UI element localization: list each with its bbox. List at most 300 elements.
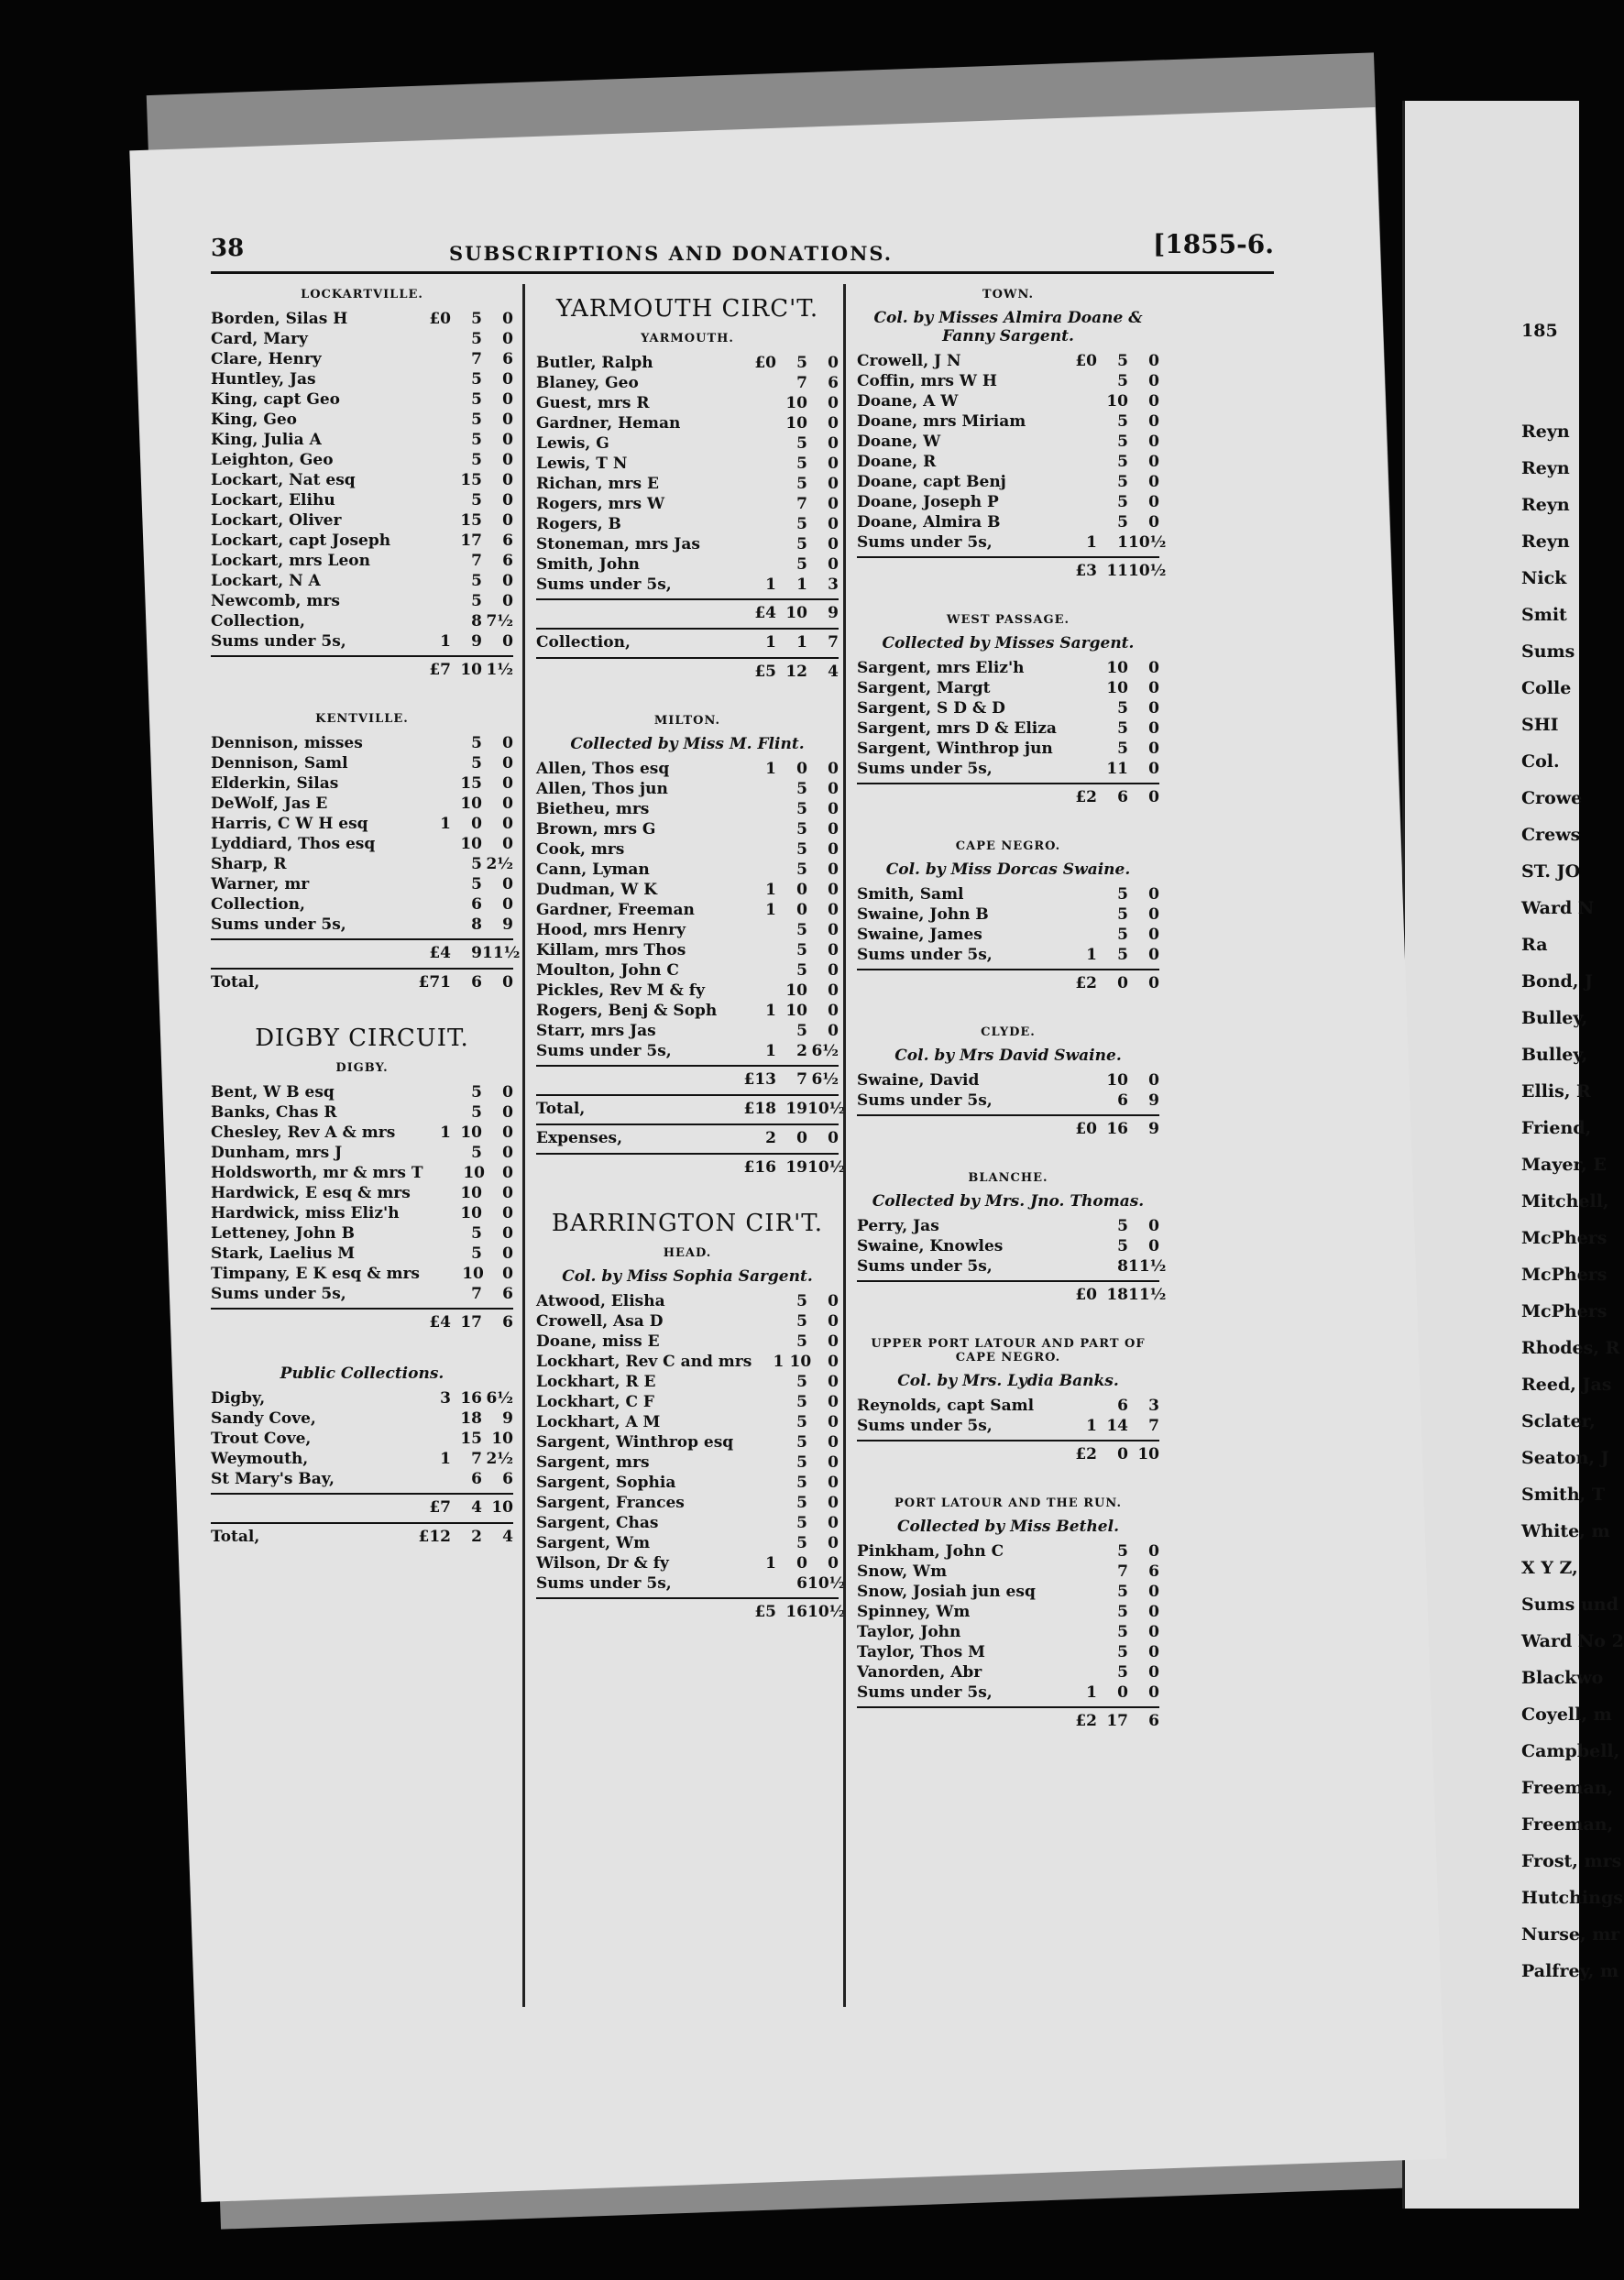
donation-row: [211, 1244, 513, 1264]
facing-page-line: Ellis, R: [1521, 1081, 1591, 1102]
amount-pence: 0: [502, 754, 513, 773]
amount-pence: 0: [502, 1224, 513, 1243]
amount-pounds: [414, 1409, 451, 1429]
donation-row: [211, 349, 513, 369]
amount-shillings: 5: [471, 592, 482, 610]
donation-row: [857, 904, 1159, 925]
amount-shillings: 9: [471, 632, 482, 651]
amount-pounds: [740, 373, 776, 393]
donor-name: Holdsworth, mr & mrs T: [211, 1164, 423, 1182]
amount-shillings: 5: [796, 1332, 807, 1351]
amount-shillings: 5: [796, 1474, 807, 1492]
facing-page-line: Campbell,: [1521, 1741, 1620, 1761]
donation-row: [211, 551, 513, 571]
donation-row: [536, 1021, 839, 1041]
donor-name: Cann, Lyman: [536, 860, 650, 879]
facing-page-line: SHI: [1521, 715, 1559, 735]
donor-name: Sandy Cove,: [211, 1409, 316, 1428]
amount-pounds: [1060, 1541, 1097, 1562]
amount-shillings: 7: [796, 1070, 807, 1089]
amount-shillings: 5: [471, 875, 482, 893]
subtotal-label: Total,: [211, 973, 260, 992]
amount-pounds: [1060, 904, 1097, 925]
section: [536, 1210, 846, 1623]
facing-page-line: Rhodes, R: [1521, 1338, 1620, 1358]
donor-name: Lewis, G: [536, 434, 609, 453]
donor-name: Doane, A W: [857, 392, 959, 411]
amount-pence: 0: [828, 475, 839, 493]
amount-pounds: [1060, 1070, 1097, 1091]
amount-pence: 0: [502, 310, 513, 328]
amount-shillings: 0: [796, 760, 807, 778]
amount-pounds: [740, 1332, 776, 1352]
donation-row: [211, 1223, 513, 1244]
donation-row: [211, 591, 513, 611]
amount-shillings: 5: [1117, 453, 1128, 471]
donor-name: Warner, mr: [211, 875, 310, 893]
amount-shillings: 5: [471, 310, 482, 328]
facing-page-line: McPhers: [1521, 1301, 1608, 1321]
donation-row: [211, 1429, 513, 1449]
amount-pounds: 1: [765, 1554, 776, 1573]
section-heading: MILTON.: [653, 714, 721, 728]
amount-pounds: [740, 1493, 776, 1513]
donation-row: [211, 1123, 513, 1143]
donor-name: Lyddiard, Thos esq: [211, 835, 376, 853]
amount-pence: 9: [828, 604, 839, 622]
donation-row: [857, 1683, 1159, 1703]
amount-shillings: 15: [460, 1430, 482, 1448]
donation-row: [211, 470, 513, 490]
donor-name: Hardwick, E esq & mrs: [211, 1184, 411, 1202]
donor-name: Card, Mary: [211, 330, 308, 348]
amount-shillings: 5: [796, 1413, 807, 1431]
amount-shillings: 10: [1106, 392, 1128, 411]
column-3: [843, 284, 1167, 2007]
donor-name: Cook, mrs: [536, 840, 625, 859]
donor-name: Swaine, John B: [857, 905, 989, 924]
amount-shillings: 0: [1117, 1445, 1128, 1463]
donation-row: [211, 1163, 513, 1183]
section-heading: DIGBY.: [335, 1061, 389, 1075]
amount-pounds: £71: [418, 973, 451, 992]
facing-page-line: Bulley,: [1521, 1045, 1588, 1065]
donor-name: Sums under 5s,: [211, 915, 346, 934]
donor-name: Doane, capt Benj: [857, 473, 1006, 491]
donation-row: [211, 1143, 513, 1163]
amount-pence: 11½: [482, 944, 521, 962]
donor-name: Sums under 5s,: [536, 1574, 672, 1593]
donation-row: [211, 1388, 513, 1409]
amount-pence: 0: [1148, 1217, 1159, 1235]
amount-pence: 7½: [486, 612, 513, 630]
amount-pounds: [1060, 1396, 1097, 1416]
subtotal-label: [536, 661, 740, 683]
donation-row: [211, 571, 513, 591]
subtotal-label: [857, 1710, 1060, 1732]
facing-page-line: Sums: [1521, 641, 1575, 662]
donation-row: [536, 1041, 839, 1061]
amount-pounds: 1: [765, 760, 776, 778]
amount-pounds: £0: [754, 354, 776, 372]
donation-row: [211, 1449, 513, 1469]
donation-row: [857, 492, 1159, 512]
amount-pounds: £5: [754, 663, 776, 681]
amount-pounds: [740, 920, 776, 940]
amount-shillings: 15: [460, 511, 482, 530]
section-heading: PORT LATOUR AND THE RUN.: [894, 1496, 1122, 1510]
amount-pounds: [414, 1183, 451, 1203]
amount-pounds: [740, 1452, 776, 1473]
donor-name: Pinkham, John C: [857, 1542, 1004, 1561]
amount-shillings: 0: [796, 901, 807, 919]
donor-name: Digby,: [211, 1389, 266, 1408]
amount-pounds: [740, 393, 776, 413]
facing-page-line: Reyn: [1521, 458, 1570, 478]
subtotal-label: [857, 1284, 1060, 1306]
amount-shillings: 10: [1106, 1071, 1128, 1090]
donor-name: Spinney, Wm: [857, 1603, 971, 1621]
amount-pounds: 1: [1086, 946, 1097, 964]
facing-page-line: Reed, Jas: [1521, 1375, 1612, 1395]
amount-pence: 0: [1148, 412, 1159, 431]
subtotal-row: [857, 1706, 1159, 1732]
amount-pence: 0: [502, 431, 513, 449]
collector-line: Collected by Miss Bethel.: [896, 1518, 1120, 1536]
section-heading: HEAD.: [663, 1246, 712, 1260]
donation-row: [536, 1573, 846, 1594]
amount-shillings: 5: [1117, 926, 1128, 944]
donation-row: [536, 900, 839, 920]
facing-page-line: Crowe: [1521, 788, 1583, 808]
amount-pounds: [740, 819, 776, 839]
donation-row: [536, 433, 839, 454]
amount-pence: 0: [502, 1164, 513, 1182]
amount-pence: 0: [828, 1332, 839, 1351]
donor-name: Doane, W: [857, 433, 941, 451]
amount-pence: 0: [1148, 946, 1159, 964]
amount-pence: 0: [828, 1474, 839, 1492]
subtotal-label: [211, 1311, 414, 1333]
facing-page-line: Reyn: [1521, 495, 1570, 515]
donation-row: [211, 1264, 513, 1284]
amount-pence: 0: [1148, 760, 1159, 778]
amount-pounds: 1: [773, 1353, 785, 1371]
amount-pounds: [740, 1021, 776, 1041]
amount-pounds: [1060, 658, 1097, 678]
amount-pounds: [740, 433, 776, 454]
donation-row: [211, 733, 513, 753]
amount-pence: 3: [1148, 1397, 1159, 1415]
donor-name: Perry, Jas: [857, 1217, 939, 1235]
donor-name: Moulton, John C: [536, 961, 679, 980]
subtotal-row: [857, 1114, 1159, 1140]
amount-pounds: £2: [1075, 1445, 1097, 1463]
amount-pence: 0: [502, 875, 513, 893]
facing-page-line: Coyell, m: [1521, 1705, 1612, 1725]
donation-row: [211, 814, 513, 834]
amount-pounds: [740, 1412, 776, 1432]
amount-pounds: [1060, 925, 1097, 945]
donation-row: [857, 1070, 1159, 1091]
amount-shillings: 5: [471, 1083, 482, 1102]
donor-name: Brown, mrs G: [536, 820, 656, 839]
donation-row: [857, 1642, 1159, 1662]
amount-shillings: 7: [471, 552, 482, 570]
donation-row: [211, 329, 513, 349]
amount-pounds: £0: [1075, 352, 1097, 370]
amount-pence: 0: [828, 800, 839, 818]
amount-shillings: 6: [471, 1470, 482, 1488]
amount-pence: 6: [502, 350, 513, 368]
amount-shillings: 7: [471, 350, 482, 368]
amount-pounds: [1060, 1582, 1097, 1602]
donation-row: [211, 1082, 513, 1102]
donor-name: St Mary's Bay,: [211, 1470, 335, 1488]
amount-shillings: 17: [460, 532, 482, 550]
donation-row: [857, 512, 1159, 532]
amount-pence: 7: [1148, 1417, 1159, 1435]
amount-pence: 10½: [807, 1100, 846, 1118]
amount-shillings: 10: [789, 1353, 812, 1371]
amount-pounds: [740, 779, 776, 799]
amount-shillings: 5: [796, 780, 807, 798]
amount-shillings: 5: [1117, 1583, 1128, 1601]
donation-row: [536, 353, 839, 373]
donor-name: Borden, Silas H: [211, 310, 348, 328]
donor-name: Dunham, mrs J: [211, 1144, 343, 1162]
donation-row: [536, 981, 839, 1001]
amount-pounds: £4: [754, 604, 776, 622]
donor-name: Gardner, Heman: [536, 414, 681, 433]
amount-shillings: 10: [1106, 659, 1128, 677]
facing-page-line: Mitchell,: [1521, 1191, 1609, 1211]
amount-pence: 10: [1137, 1445, 1159, 1463]
amount-shillings: 5: [1117, 1217, 1128, 1235]
amount-pounds: [1060, 678, 1097, 698]
donation-row: [536, 920, 839, 940]
amount-pence: 0: [502, 1103, 513, 1122]
donor-name: Lockhart, A M: [536, 1413, 661, 1431]
donation-row: [536, 413, 839, 433]
section-heading: CLYDE.: [981, 1025, 1036, 1039]
facing-page-line: Sums und: [1521, 1595, 1619, 1615]
amount-pounds: £12: [418, 1528, 451, 1546]
amount-shillings: 6: [1117, 1091, 1128, 1110]
donor-name: Coffin, mrs W H: [857, 372, 997, 390]
amount-pence: 0: [828, 495, 839, 513]
section-heading: TOWN.: [982, 288, 1035, 301]
donation-row: [536, 454, 839, 474]
amount-pounds: 1: [765, 575, 776, 594]
facing-page-line: Hutchings: [1521, 1888, 1623, 1908]
amount-shillings: 0: [1117, 1683, 1128, 1702]
amount-pence: 0: [1148, 433, 1159, 451]
amount-pounds: [1060, 452, 1097, 472]
amount-pounds: [414, 510, 451, 531]
amount-pounds: [414, 794, 451, 814]
donor-name: Sums under 5s,: [536, 1042, 672, 1060]
donor-name: Sums under 5s,: [857, 1683, 993, 1702]
amount-shillings: 15: [460, 471, 482, 489]
amount-shillings: 11: [1106, 760, 1128, 778]
amount-shillings: 10: [460, 1184, 482, 1202]
donation-row: [211, 874, 513, 894]
amount-pounds: 1: [440, 815, 451, 833]
amount-pence: 0: [1148, 513, 1159, 532]
donor-name: Sargent, mrs: [536, 1453, 650, 1472]
amount-shillings: 5: [471, 855, 482, 873]
amount-pence: 0: [828, 780, 839, 798]
amount-pounds: [740, 839, 776, 860]
subtotal-label: [857, 786, 1060, 808]
donation-row: [211, 389, 513, 410]
donor-name: Sargent, Frances: [536, 1494, 685, 1512]
amount-pence: 0: [1148, 372, 1159, 390]
donor-name: Blaney, Geo: [536, 374, 639, 392]
amount-pounds: [414, 430, 451, 450]
donor-name: Lockart, N A: [211, 572, 321, 590]
column-2: [522, 284, 846, 2007]
amount-pounds: £2: [1075, 1712, 1097, 1730]
amount-pounds: [1060, 512, 1097, 532]
donation-row: [536, 1001, 839, 1021]
collector-line: Col. by Miss Dorcas Swaine.: [885, 860, 1131, 879]
subtotal-row: [211, 1493, 513, 1518]
amount-pounds: [740, 1473, 776, 1493]
amount-shillings: 5: [1117, 513, 1128, 532]
donor-name: Vanorden, Abr: [857, 1663, 982, 1682]
amount-shillings: 5: [796, 800, 807, 818]
donor-name: Sums under 5s,: [857, 533, 993, 552]
amount-pounds: [414, 349, 451, 369]
donor-name: Doane, miss E: [536, 1332, 660, 1351]
amount-pence: 10½: [807, 1603, 846, 1621]
donor-name: Atwood, Elisha: [536, 1292, 665, 1310]
amount-pence: 0: [502, 471, 513, 489]
facing-page-line: Bond, J: [1521, 971, 1594, 992]
amount-shillings: 10: [785, 394, 807, 412]
amount-shillings: 6: [1117, 1397, 1128, 1415]
amount-shillings: 1: [796, 633, 807, 652]
amount-shillings: 8: [471, 915, 482, 934]
facing-page-line: Freeman,: [1521, 1778, 1614, 1798]
amount-pence: 0: [828, 1554, 839, 1573]
amount-pence: 6: [502, 552, 513, 570]
amount-pence: 0: [1148, 352, 1159, 370]
amount-pounds: [740, 454, 776, 474]
donor-name: Banks, Chas R: [211, 1103, 337, 1122]
section-heading: BLANCHE.: [968, 1171, 1048, 1185]
donor-name: Guest, mrs R: [536, 394, 650, 412]
amount-pounds: [1060, 1622, 1097, 1642]
amount-shillings: 16: [1106, 1120, 1128, 1138]
donation-row: [857, 1396, 1159, 1416]
amount-pence: 9: [1148, 1120, 1159, 1138]
facing-page-line: White, m: [1521, 1521, 1610, 1541]
donor-name: Lockart, mrs Leon: [211, 552, 370, 570]
amount-shillings: 5: [796, 535, 807, 554]
amount-shillings: 5: [796, 1433, 807, 1452]
amount-pence: 0: [828, 981, 839, 1000]
donation-row: [536, 1533, 839, 1553]
donor-name: Hood, mrs Henry: [536, 921, 686, 939]
subtotal-row: [857, 1280, 1167, 1306]
amount-pounds: [414, 1223, 451, 1244]
donation-row: [857, 351, 1159, 371]
donation-row: [857, 1562, 1159, 1582]
facing-page-line: McPhers: [1521, 1265, 1608, 1285]
amount-pence: 0: [502, 411, 513, 429]
donor-name: Lockart, capt Joseph: [211, 532, 391, 550]
donor-name: Rogers, Benj & Soph: [536, 1002, 718, 1020]
amount-pence: 10½: [807, 1574, 846, 1593]
amount-pence: 0: [828, 455, 839, 473]
amount-pounds: [414, 773, 451, 794]
amount-shillings: 5: [796, 1534, 807, 1552]
amount-pence: 0: [828, 1413, 839, 1431]
facing-page-line: Nick: [1521, 568, 1567, 588]
amount-shillings: 5: [471, 1103, 482, 1122]
amount-shillings: 5: [471, 754, 482, 773]
amount-pence: 0: [1148, 1643, 1159, 1661]
amount-pounds: [414, 1244, 451, 1264]
amount-pence: 0: [828, 921, 839, 939]
collector-line: Collected by Mrs. Jno. Thomas.: [872, 1192, 1145, 1211]
amount-shillings: 5: [471, 431, 482, 449]
amount-pounds: [1060, 759, 1097, 779]
donor-name: Lockhart, R E: [536, 1373, 656, 1391]
donor-name: Sargent, mrs Eliz'h: [857, 659, 1025, 677]
amount-pence: 0: [828, 941, 839, 959]
amount-pence: 0: [1148, 1542, 1159, 1561]
donation-row: [857, 1236, 1159, 1256]
donor-name: Sums under 5s,: [857, 1091, 993, 1110]
subtotal-row: [536, 657, 839, 683]
donation-row: [211, 894, 513, 915]
amount-pounds: 1: [765, 901, 776, 919]
donor-name: Taylor, John: [857, 1623, 961, 1641]
amount-pence: 0: [502, 370, 513, 389]
donor-name: Swaine, Knowles: [857, 1237, 1004, 1255]
section: [211, 712, 521, 993]
amount-pounds: [414, 1429, 451, 1449]
amount-pounds: [1060, 718, 1097, 739]
section: [536, 714, 846, 1178]
donation-row: [536, 1553, 839, 1573]
amount-shillings: 5: [1117, 1603, 1128, 1621]
amount-pounds: [414, 1469, 451, 1489]
donation-row: [857, 678, 1159, 698]
amount-pounds: [1060, 884, 1097, 904]
subtotal-label: Total,: [536, 1100, 586, 1118]
amount-pence: 6½: [811, 1042, 839, 1060]
amount-pounds: [414, 571, 451, 591]
amount-pence: 9: [1148, 1091, 1159, 1110]
amount-shillings: 5: [796, 820, 807, 839]
donation-row: [857, 452, 1159, 472]
subtotal-label: [536, 602, 740, 624]
amount-shillings: 5: [796, 921, 807, 939]
amount-pence: 0: [502, 330, 513, 348]
amount-shillings: 1: [796, 575, 807, 594]
amount-shillings: 10: [785, 604, 807, 622]
amount-pence: 0: [502, 390, 513, 409]
amount-pounds: [740, 554, 776, 575]
amount-pence: 0: [1148, 926, 1159, 944]
subtotal-row: [857, 1440, 1159, 1465]
donation-row: [536, 1291, 839, 1311]
